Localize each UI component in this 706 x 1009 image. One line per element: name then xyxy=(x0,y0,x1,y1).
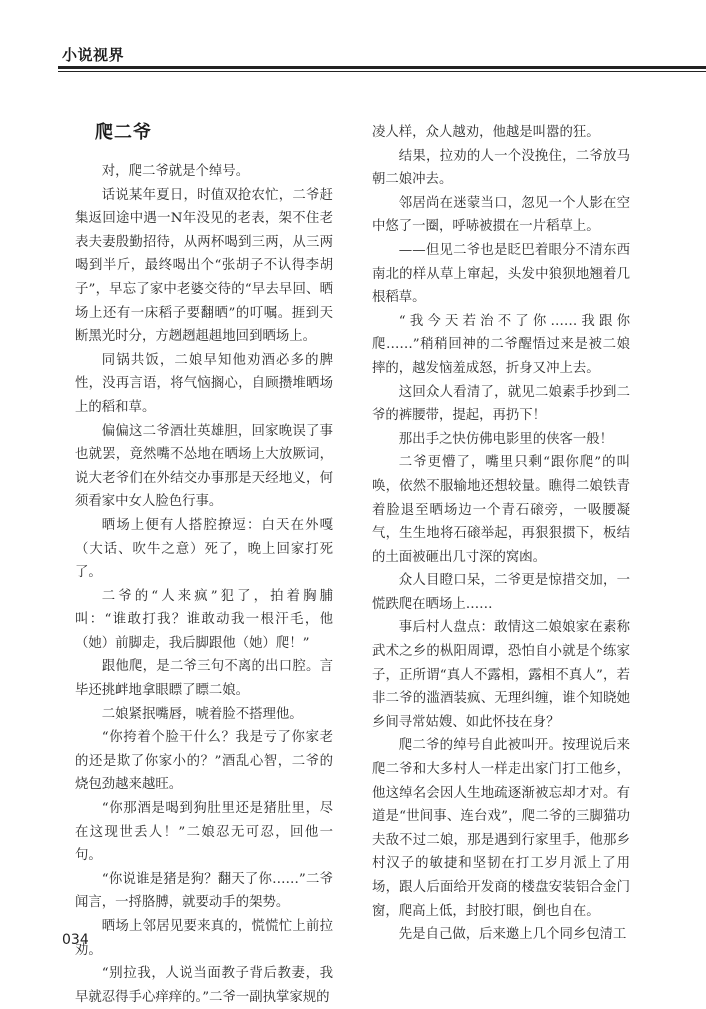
paragraph: “你那酒是喝到狗肚里还是猪肚里，尽在这现世丢人！”二娘忍无可忍，回他一句。 xyxy=(75,801,333,864)
paragraph: “别拉我，人说当面教子背后教妻，我早就忍得手心痒痒的。”二爷一副执掌家规的 xyxy=(75,966,333,1005)
paragraph: 爬二爷的绰号自此被叫开。按理说后来爬二爷和大多村人一样走出家门打工他乡，他这绰名会因人生地疏逐渐被忘却才对。有道是“世间事、连台戏”，爬二爷的三脚猫功夫敌不过二娘，那是遇到行家里手，他那乡村汉子的敏捷和坚韧在打工岁月派上了用场，跟人后面给开发商的楼盘安装铝合金门窗，爬高上低，封胶打眼，倒也自在。 xyxy=(372,738,630,919)
page-number: 034 xyxy=(62,932,89,948)
paragraph: 对，爬二爷就是个绰号。 xyxy=(101,164,250,179)
paragraph: 同锅共饭，二娘早知他劝酒必多的脾性，没再言语，将气恼搁心，自顾攒堆晒场上的稻和草。 xyxy=(75,352,333,415)
paragraph: ——但见二爷也是眨巴着眼分不清东西南北的样从草上窜起，头发中狼狈地翘着几根稻草。 xyxy=(372,242,630,306)
header-rule-thin xyxy=(58,71,706,72)
paragraph: 二爷更懵了，嘴里只剩“跟你爬”的叫唤，依然不服输地还想较量。瞧得二娘铁青着脸退至晒场边一个青石磙旁，一吸腰凝气，生生地将石磙举起，再狠狠掼下，板结的土面被砸出几寸深的窝凼。 xyxy=(372,455,630,565)
header-rule-thick xyxy=(58,66,706,69)
paragraph: “我今天若治不了你……我跟你爬……”稍稍回神的二爷醒悟过来是被二娘摔的，越发恼羞成怒，折身又冲上去。 xyxy=(372,313,630,376)
paragraph: 那出手之快仿佛电影里的侠客一般！ xyxy=(398,431,614,447)
paragraph: “你说谁是猪是狗？翻天了你……”二爷闻言，一捋胳膊，就要动手的架势。 xyxy=(75,871,333,911)
paragraph: 结果，拉劝的人一个没挽住，二爷放马朝二娘冲去。 xyxy=(372,148,630,188)
paragraph: 众人目瞪口呆，二爷更是惊措交加，一慌跌爬在晒场上…… xyxy=(372,573,630,612)
paragraph: 事后村人盘点：敢情这二娘娘家在素称武术之乡的枞阳周谭，恐怕自小就是个练家子，正所谓“真人不露相，露相不真人”，若非二爷的滥酒装疯、无理纠缠，谁个知晓她乡间寻常姑嫂、如此怀技在身？ xyxy=(372,620,630,730)
paragraph: 晒场上邻居见要来真的，慌慌忙上前拉劝。 xyxy=(75,919,333,958)
section-header: 小说视界 xyxy=(62,46,125,64)
paragraph: 二爷的“人来疯”犯了，拍着胸脯叫：“谁敢打我？谁敢动我一根汗毛，他（她）前脚走，我后脚跟他（她）爬！” xyxy=(75,588,333,651)
paragraph: 晒场上便有人搭腔撩逗：白天在外嘎（大话、吹牛之意）死了，晚上回家打死了。 xyxy=(75,517,333,581)
paragraph: 偏偏这二爷酒壮英雄胆，回家晚误了事也就罢，竟然嘴不怂地在晒场上大放厥词，说大老爷们在外结交办事那是天经地义，何须看家中女人脸色行事。 xyxy=(75,423,333,510)
paragraph: 邻居尚在迷蒙当口，忽见一个人影在空中悠了一圈，呼哧被掼在一片稻草上。 xyxy=(372,195,630,235)
paragraph: “你挎着个脸干什么？我是亏了你家老的还是欺了你家小的？”酒乱心智，二爷的烧包劲越来越旺。 xyxy=(75,730,333,793)
paragraph: 话说某年夏日，时值双抢农忙，二爷赶集返回途中遇一N年没见的老表，架不住老表夫妻殷勤招待，从两杯喝到三两，从三两喝到半斤，最终喝出个“张胡子不认得李胡子”，早忘了家中老婆交待的“早去早回、晒场上还有一床稻子要翻晒”的叮嘱。捱到天断黑光时分，方趔趔趄趄地回到晒场上。 xyxy=(75,187,333,345)
paragraph: 跟他爬，是二爷三句不离的出口腔。言毕还挑衅地拿眼瞟了瞟二娘。 xyxy=(75,659,333,699)
paragraph: 先是自己做，后来邀上几个同乡包清工 xyxy=(398,927,627,943)
left-column xyxy=(75,160,333,1009)
paragraph: 二娘紧抿嘴唇，唬着脸不搭理他。 xyxy=(101,706,303,722)
paragraph: 这回众人看清了，就见二娘素手抄到二爷的裤腰带，提起，再扔下！ xyxy=(372,384,630,424)
paragraph-continuation: 凌人样，众人越劝，他越是叫嚣的狂。 xyxy=(372,125,600,140)
article-title: 爬二爷 xyxy=(95,122,152,143)
right-column xyxy=(372,121,630,947)
